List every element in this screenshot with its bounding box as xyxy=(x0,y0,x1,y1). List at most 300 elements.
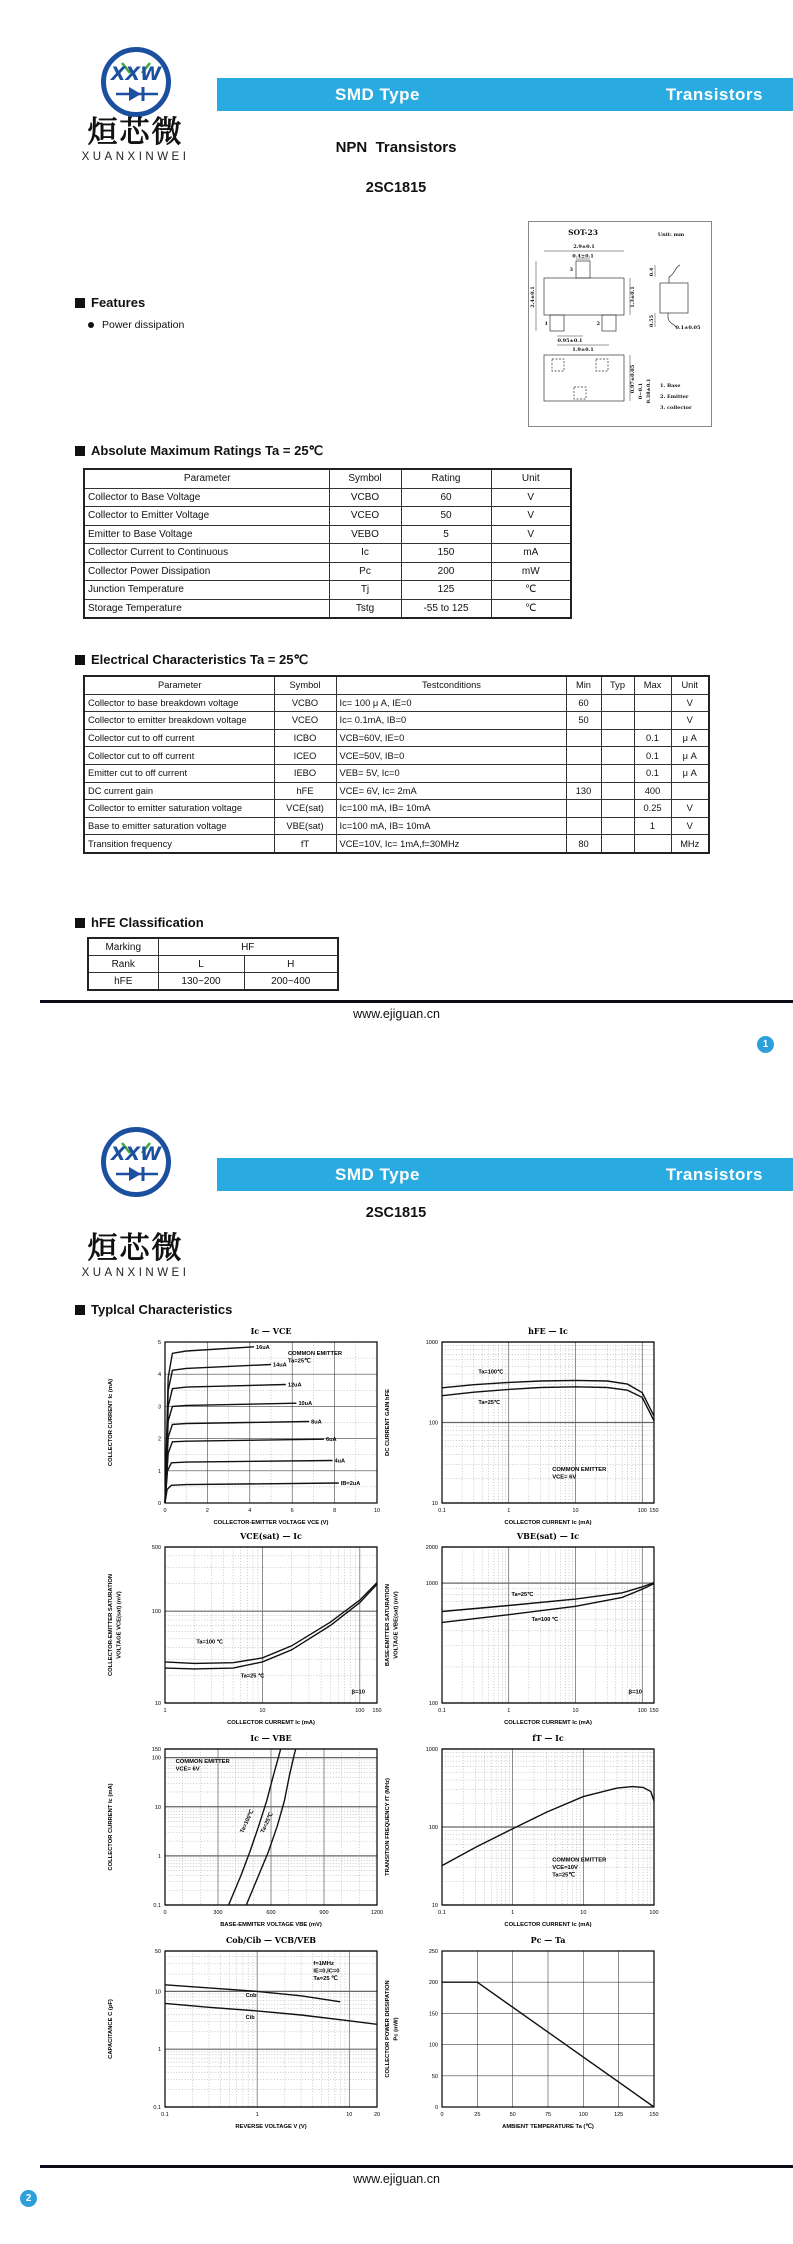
svg-text:8: 8 xyxy=(333,1508,337,1514)
table-cell: VEBO xyxy=(329,525,401,544)
svg-text:VBE(sat) — Ic: VBE(sat) — Ic xyxy=(516,1531,580,1541)
table-cell xyxy=(601,747,634,765)
footer-rule xyxy=(40,1000,793,1003)
svg-text:1: 1 xyxy=(544,321,548,327)
svg-text:1: 1 xyxy=(507,1508,511,1514)
svg-text:0.38±0.1: 0.38±0.1 xyxy=(646,378,652,404)
chart-canvas xyxy=(103,1529,403,1739)
table-cell xyxy=(566,764,601,782)
svg-text:3: 3 xyxy=(157,1404,161,1411)
chart-canvas xyxy=(103,1933,403,2143)
svg-text:1000: 1000 xyxy=(425,1581,438,1588)
table-cell: ICBO xyxy=(274,729,336,747)
table-cell: Collector Power Dissipation xyxy=(84,562,329,581)
section-square-icon xyxy=(75,1305,85,1315)
table-cell xyxy=(634,694,671,712)
svg-text:200: 200 xyxy=(428,1980,438,1987)
svg-text:150: 150 xyxy=(372,1708,382,1714)
table-row xyxy=(84,599,571,618)
svg-text:COLLECTOR-EMITTER SATURATION: COLLECTOR-EMITTER SATURATION xyxy=(108,1573,114,1677)
svg-text:4: 4 xyxy=(248,1508,252,1514)
page-subtitle: NPN Transistors xyxy=(335,139,457,156)
svg-text:COMMON EMITTER: COMMON EMITTER xyxy=(552,1857,607,1864)
svg-text:8uA: 8uA xyxy=(311,1419,322,1426)
table-cell: 50 xyxy=(566,712,601,730)
svg-text:BASE-EMITTER SATURATION: BASE-EMITTER SATURATION xyxy=(385,1583,391,1667)
table-cell: fT xyxy=(274,835,336,853)
svg-text:900: 900 xyxy=(319,1910,329,1916)
table-cell: ICEO xyxy=(274,747,336,765)
svg-text:50: 50 xyxy=(154,1949,161,1955)
table-cell: V xyxy=(491,488,571,507)
chart-transition-frequency xyxy=(380,1731,680,1946)
svg-text:BASE-EMMITER VOLTAGE VBE (: BASE-EMMITER VOLTAGE VBE (mV) xyxy=(220,1922,322,1928)
table-cell: VCBO xyxy=(274,694,336,712)
svg-text:0: 0 xyxy=(440,2112,444,2118)
chart-vbe-saturation xyxy=(380,1529,680,1744)
svg-text:2000: 2000 xyxy=(425,1545,438,1551)
table-cell: VBE(sat) xyxy=(274,817,336,835)
svg-text:6uA: 6uA xyxy=(326,1437,337,1444)
banner-right-label: Transistors xyxy=(665,84,763,104)
data-table xyxy=(87,937,339,991)
svg-text:100: 100 xyxy=(151,1609,161,1616)
table-cell: Collector to base breakdown voltage xyxy=(84,694,274,712)
table-cell: -55 to 125 xyxy=(401,599,491,618)
svg-text:Ta=100 ℃: Ta=100 ℃ xyxy=(531,1617,559,1624)
table-cell: Parameter xyxy=(84,469,329,488)
table-cell: MHz xyxy=(671,835,709,853)
svg-text:100: 100 xyxy=(649,1910,659,1916)
svg-text:0.1: 0.1 xyxy=(438,1910,446,1916)
table-cell: μ A xyxy=(671,764,709,782)
svg-text:Ta=100 ℃: Ta=100 ℃ xyxy=(196,1639,223,1646)
svg-text:β=10: β=10 xyxy=(351,1689,365,1696)
table-cell xyxy=(671,782,709,800)
table-cell: 80 xyxy=(566,835,601,853)
pin-legend-emitter: 2. Emitter xyxy=(660,394,689,400)
hfe-classification-table xyxy=(87,937,339,991)
table-cell: Ic xyxy=(329,544,401,563)
svg-text:100: 100 xyxy=(637,1708,647,1714)
table-cell: Base to emitter saturation voltage xyxy=(84,817,274,835)
table-cell: Collector Current to Continuous xyxy=(84,544,329,563)
table-cell: 130~200 xyxy=(158,973,244,991)
header-banner xyxy=(217,1158,793,1191)
svg-text:f=1MHz: f=1MHz xyxy=(313,1961,334,1968)
svg-text:XXW: XXW xyxy=(110,63,162,85)
svg-text:Ta=25℃: Ta=25℃ xyxy=(511,1592,534,1599)
svg-text:COMMON EMITTER: COMMON EMITTER xyxy=(175,1759,230,1766)
table-cell: mA xyxy=(491,544,571,563)
svg-text:1.9±0.1: 1.9±0.1 xyxy=(572,347,594,353)
table-row xyxy=(88,956,338,973)
svg-text:10uA: 10uA xyxy=(298,1401,313,1408)
svg-text:10: 10 xyxy=(259,1708,266,1714)
svg-text:1000: 1000 xyxy=(425,1340,438,1346)
table-cell xyxy=(601,764,634,782)
brand-en-name: XUANXINWEI xyxy=(81,1267,190,1279)
elec-char-section-title: Electrical Characteristics Ta = 25℃ xyxy=(75,652,308,668)
svg-text:25: 25 xyxy=(474,2112,481,2118)
svg-text:500: 500 xyxy=(151,1545,161,1551)
table-cell xyxy=(566,800,601,818)
table-cell: μ A xyxy=(671,729,709,747)
svg-text:0: 0 xyxy=(163,1910,167,1916)
table-cell: VCB=60V, IE=0 xyxy=(336,729,566,747)
svg-text:100: 100 xyxy=(355,1708,365,1714)
table-cell: 1 xyxy=(634,817,671,835)
table-row xyxy=(84,469,571,488)
table-cell: Tj xyxy=(329,581,401,600)
svg-text:150: 150 xyxy=(649,1508,659,1514)
table-cell: Storage Temperature xyxy=(84,599,329,618)
chart-canvas xyxy=(380,1933,680,2143)
svg-text:150: 150 xyxy=(649,2112,659,2118)
table-cell: hFE xyxy=(274,782,336,800)
feature-item: Power dissipation xyxy=(88,319,184,331)
svg-text:Ic — VCE: Ic — VCE xyxy=(250,1326,292,1336)
table-cell: Collector to Base Voltage xyxy=(84,488,329,507)
svg-text:0.95±0.1: 0.95±0.1 xyxy=(557,338,583,344)
table-cell xyxy=(601,729,634,747)
table-cell: ℃ xyxy=(491,599,571,618)
table-cell: Unit xyxy=(491,469,571,488)
footer-url: www.ejiguan.cn xyxy=(353,1007,440,1021)
svg-text:1: 1 xyxy=(255,2112,259,2118)
table-row xyxy=(84,782,709,800)
section-square-icon xyxy=(75,446,85,456)
svg-text:Cob/Cib — VCB/VEB: Cob/Cib — VCB/VEB xyxy=(225,1935,317,1945)
table-row xyxy=(84,676,709,694)
table-cell: V xyxy=(491,507,571,526)
svg-text:0.4±0.1: 0.4±0.1 xyxy=(572,253,594,260)
svg-text:1: 1 xyxy=(157,1468,161,1475)
svg-text:COMMON EMITTER: COMMON EMITTER xyxy=(552,1466,607,1473)
svg-text:0: 0 xyxy=(157,1501,161,1507)
table-cell xyxy=(601,835,634,853)
banner-right-label: Transistors xyxy=(665,1164,763,1184)
data-table xyxy=(83,675,710,854)
table-cell: 0.1 xyxy=(634,747,671,765)
section-square-icon xyxy=(75,655,85,665)
svg-text:XXW: XXW xyxy=(110,1143,162,1165)
svg-text:COMMON EMITTER: COMMON EMITTER xyxy=(287,1350,343,1357)
svg-text:10: 10 xyxy=(580,1910,587,1916)
svg-text:1: 1 xyxy=(157,1853,161,1860)
svg-text:250: 250 xyxy=(428,1949,438,1955)
svg-text:2: 2 xyxy=(205,1508,209,1514)
svg-text:VCE=10V: VCE=10V xyxy=(552,1864,578,1871)
svg-text:hFE — Ic: hFE — Ic xyxy=(528,1326,568,1336)
table-cell xyxy=(601,712,634,730)
table-cell xyxy=(634,712,671,730)
svg-text:50: 50 xyxy=(509,2112,516,2118)
svg-text:4uA: 4uA xyxy=(334,1458,346,1465)
table-cell: μ A xyxy=(671,747,709,765)
part-number: 2SC1815 xyxy=(365,180,427,196)
svg-text:fT — Ic: fT — Ic xyxy=(532,1733,564,1743)
table-row xyxy=(84,581,571,600)
chart-output-characteristics xyxy=(103,1324,403,1544)
table-row xyxy=(84,525,571,544)
svg-text:10: 10 xyxy=(154,1804,161,1811)
table-cell: Max xyxy=(634,676,671,694)
svg-text:20: 20 xyxy=(373,2112,381,2118)
svg-text:0.1: 0.1 xyxy=(153,1903,161,1909)
svg-text:10: 10 xyxy=(572,1508,579,1514)
page-number-badge: 1 xyxy=(757,1036,774,1053)
svg-text:100: 100 xyxy=(578,2112,588,2118)
svg-text:2: 2 xyxy=(596,321,600,327)
chart-power-derating xyxy=(380,1933,680,2148)
table-cell: Collector cut to off current xyxy=(84,747,274,765)
svg-text:Ic — VBE: Ic — VBE xyxy=(250,1733,292,1743)
svg-text:COLLECTOR CURRENT Ic (mA): COLLECTOR CURRENT Ic (mA) xyxy=(504,1520,592,1526)
table-cell: Collector to Emitter Voltage xyxy=(84,507,329,526)
svg-text:SOT-23: SOT-23 xyxy=(568,228,598,237)
svg-text:Cib: Cib xyxy=(245,2015,255,2022)
svg-text:1000: 1000 xyxy=(425,1747,438,1753)
chart-canvas xyxy=(380,1529,680,1739)
svg-text:150: 150 xyxy=(428,2011,438,2018)
table-cell: 0.1 xyxy=(634,764,671,782)
typical-characteristics-title: Typlcal Characteristics xyxy=(75,1302,232,1317)
table-cell: Pc xyxy=(329,562,401,581)
svg-text:10: 10 xyxy=(431,1903,438,1909)
table-cell: Min xyxy=(566,676,601,694)
table-row xyxy=(84,712,709,730)
svg-text:VCE(sat) — Ic: VCE(sat) — Ic xyxy=(240,1531,302,1541)
svg-text:100: 100 xyxy=(428,2042,438,2049)
svg-text:0.4: 0.4 xyxy=(649,267,655,277)
svg-text:COLLECTOR CURREMT Ic (mA): COLLECTOR CURREMT Ic (mA) xyxy=(504,1720,592,1726)
part-number: 2SC1815 xyxy=(365,1205,427,1221)
table-cell: V xyxy=(671,800,709,818)
table-cell: Collector to emitter breakdown voltage xyxy=(84,712,274,730)
svg-text:4: 4 xyxy=(157,1372,161,1379)
bullet-icon xyxy=(88,322,94,328)
table-row xyxy=(84,817,709,835)
footer-rule xyxy=(40,2165,793,2168)
svg-text:0: 0 xyxy=(163,1508,167,1514)
table-cell: 60 xyxy=(401,488,491,507)
table-cell xyxy=(566,817,601,835)
svg-text:β=10: β=10 xyxy=(628,1689,642,1696)
svg-text:Pc (mW): Pc (mW) xyxy=(393,2017,400,2041)
table-cell: 0.25 xyxy=(634,800,671,818)
banner-left-label: SMD Type xyxy=(335,1164,420,1184)
chart-canvas xyxy=(380,1324,680,1539)
table-cell: H xyxy=(244,956,338,973)
svg-text:Unit: mm: Unit: mm xyxy=(657,232,685,238)
table-row xyxy=(88,938,338,956)
svg-text:Ta=100℃: Ta=100℃ xyxy=(478,1369,504,1376)
svg-text:Ta=25℃: Ta=25℃ xyxy=(478,1399,501,1406)
svg-text:Ta=25℃: Ta=25℃ xyxy=(552,1872,575,1879)
chart-canvas xyxy=(380,1731,680,1941)
table-cell: Transition frequency xyxy=(84,835,274,853)
table-cell: Tstg xyxy=(329,599,401,618)
svg-text:10: 10 xyxy=(431,1501,438,1507)
table-cell: HF xyxy=(158,938,338,956)
table-cell: VCBO xyxy=(329,488,401,507)
page-number-badge: 2 xyxy=(20,2190,37,2207)
chart-capacitance xyxy=(103,1933,403,2148)
table-cell: DC current gain xyxy=(84,782,274,800)
package-outline-drawing xyxy=(528,221,712,427)
svg-text:0.1: 0.1 xyxy=(438,1508,446,1514)
table-cell xyxy=(634,835,671,853)
svg-text:5: 5 xyxy=(157,1340,161,1346)
svg-text:125: 125 xyxy=(614,2112,624,2118)
header-banner xyxy=(217,78,793,111)
svg-text:Pc — Ta: Pc — Ta xyxy=(530,1935,566,1945)
svg-text:Ta=25 ℃: Ta=25 ℃ xyxy=(313,1976,338,1983)
table-row xyxy=(84,694,709,712)
data-table xyxy=(83,468,572,619)
table-cell: Marking xyxy=(88,938,158,956)
svg-text:1: 1 xyxy=(163,1708,167,1714)
electrical-characteristics-table xyxy=(83,675,710,854)
table-cell: 150 xyxy=(401,544,491,563)
svg-text:VOLTAGE VCE(sat) (mV): VOLTAGE VCE(sat) (mV) xyxy=(116,1591,123,1659)
table-cell: VCE(sat) xyxy=(274,800,336,818)
svg-text:0.1: 0.1 xyxy=(438,1708,446,1714)
table-row xyxy=(84,488,571,507)
abs-max-ratings-table xyxy=(83,468,572,619)
svg-text:2.9±0.1: 2.9±0.1 xyxy=(573,244,595,250)
svg-text:AMBIENT TEMPERATURE Ta (℃): AMBIENT TEMPERATURE Ta (℃) xyxy=(502,2124,594,2130)
svg-text:3: 3 xyxy=(569,267,573,273)
svg-text:10: 10 xyxy=(154,1701,161,1707)
svg-text:DC CURRENT GAIN hFE: DC CURRENT GAIN hFE xyxy=(385,1389,391,1456)
table-cell: 60 xyxy=(566,694,601,712)
svg-text:CAPACITANCE C (pF): CAPACITANCE C (pF) xyxy=(108,1999,114,2059)
table-row xyxy=(88,973,338,991)
svg-text:0: 0 xyxy=(434,2105,438,2111)
table-cell xyxy=(566,747,601,765)
svg-text:IE=0,IC=0: IE=0,IC=0 xyxy=(313,1968,340,1975)
brand-cn-name: 烜芯微 xyxy=(87,1232,184,1265)
table-cell: L xyxy=(158,956,244,973)
table-cell: V xyxy=(671,694,709,712)
table-cell: VCEO xyxy=(274,712,336,730)
table-cell: Parameter xyxy=(84,676,274,694)
svg-text:300: 300 xyxy=(213,1910,223,1916)
table-cell: IEBO xyxy=(274,764,336,782)
chart-dc-current-gain xyxy=(380,1324,680,1544)
svg-text:12uA: 12uA xyxy=(287,1382,302,1389)
table-row xyxy=(84,835,709,853)
svg-text:VOLTAGE VBE(sat) (mV): VOLTAGE VBE(sat) (mV) xyxy=(393,1591,400,1659)
svg-text:50: 50 xyxy=(431,2073,438,2080)
table-row xyxy=(84,562,571,581)
svg-text:1: 1 xyxy=(511,1910,515,1916)
table-cell: 5 xyxy=(401,525,491,544)
table-cell: Ic=100 mA, IB= 10mA xyxy=(336,800,566,818)
svg-text:VCE= 6V: VCE= 6V xyxy=(175,1766,200,1773)
svg-text:COLLECTOR CURREMT Ic (mA): COLLECTOR CURREMT Ic (mA) xyxy=(227,1720,315,1726)
table-cell: Collector to emitter saturation voltage xyxy=(84,800,274,818)
svg-text:COLLECTOR CURRENT Ic (mA): COLLECTOR CURRENT Ic (mA) xyxy=(504,1922,592,1928)
table-cell xyxy=(601,817,634,835)
table-cell: 50 xyxy=(401,507,491,526)
table-cell: mW xyxy=(491,562,571,581)
svg-text:0.1: 0.1 xyxy=(161,2112,169,2118)
table-cell: 200~400 xyxy=(244,973,338,991)
svg-text:0.1: 0.1 xyxy=(153,2105,161,2111)
table-cell: Symbol xyxy=(329,469,401,488)
table-row xyxy=(84,729,709,747)
svg-text:100: 100 xyxy=(428,1701,438,1707)
table-cell: ℃ xyxy=(491,581,571,600)
table-row xyxy=(84,800,709,818)
svg-text:COLLECTOR CURRENT Ic (mA): COLLECTOR CURRENT Ic (mA) xyxy=(108,1783,114,1871)
svg-text:TRANSITION FREQUENCY fT (M: TRANSITION FREQUENCY fT (MHz) xyxy=(385,1778,391,1876)
table-cell xyxy=(601,782,634,800)
table-row xyxy=(84,507,571,526)
svg-text:0.97±0.05: 0.97±0.05 xyxy=(630,364,636,394)
svg-text:COLLECTOR POWER DISSIPATION: COLLECTOR POWER DISSIPATION xyxy=(385,1980,391,2078)
table-cell: hFE xyxy=(88,973,158,991)
features-section-title: Features xyxy=(75,295,145,310)
svg-text:COLLECTOR-EMITTER VOLTAGE VC: COLLECTOR-EMITTER VOLTAGE VCE (V) xyxy=(213,1520,329,1526)
table-cell: 400 xyxy=(634,782,671,800)
table-cell: VEB= 5V, Ic=0 xyxy=(336,764,566,782)
svg-text:Ta=100℃: Ta=100℃ xyxy=(239,1808,256,1835)
chart-vce-saturation xyxy=(103,1529,403,1744)
banner-left-label: SMD Type xyxy=(335,84,420,104)
table-cell: Rating xyxy=(401,469,491,488)
svg-text:VCE= 6V: VCE= 6V xyxy=(552,1474,577,1481)
table-cell: 0.1 xyxy=(634,729,671,747)
table-cell: Testconditions xyxy=(336,676,566,694)
svg-text:150: 150 xyxy=(151,1747,161,1753)
svg-text:1: 1 xyxy=(507,1708,511,1714)
table-cell: Typ xyxy=(601,676,634,694)
svg-text:IB=2uA: IB=2uA xyxy=(340,1481,361,1488)
table-cell: Ic= 100 μ A, IE=0 xyxy=(336,694,566,712)
svg-text:Ta=25 ℃: Ta=25 ℃ xyxy=(240,1673,265,1680)
svg-text:COLLECTOR CURRENT Ic (mA): COLLECTOR CURRENT Ic (mA) xyxy=(108,1378,114,1467)
table-cell: Emitter to Base Voltage xyxy=(84,525,329,544)
table-cell: Symbol xyxy=(274,676,336,694)
table-cell: VCE= 6V, Ic= 2mA xyxy=(336,782,566,800)
table-cell: VCE=10V, Ic= 1mA,f=30MHz xyxy=(336,835,566,853)
table-cell: Emitter cut to off current xyxy=(84,764,274,782)
svg-text:2: 2 xyxy=(157,1436,161,1443)
table-cell xyxy=(566,729,601,747)
table-cell: V xyxy=(671,817,709,835)
svg-text:10: 10 xyxy=(346,2112,353,2118)
table-cell: 200 xyxy=(401,562,491,581)
svg-text:16uA: 16uA xyxy=(256,1344,270,1351)
table-cell: V xyxy=(491,525,571,544)
svg-text:10: 10 xyxy=(572,1708,579,1714)
svg-text:150: 150 xyxy=(649,1708,659,1714)
chart-transfer-characteristics xyxy=(103,1731,403,1946)
svg-text:14uA: 14uA xyxy=(273,1362,287,1369)
brand-logo-icon xyxy=(100,46,172,118)
table-cell xyxy=(601,694,634,712)
table-cell: VCEO xyxy=(329,507,401,526)
abs-max-section-title: Absolute Maximum Ratings Ta = 25℃ xyxy=(75,443,323,459)
svg-text:0.55: 0.55 xyxy=(649,314,655,328)
table-cell: Ic=100 mA, IB= 10mA xyxy=(336,817,566,835)
chart-canvas xyxy=(103,1731,403,1941)
svg-text:100: 100 xyxy=(637,1508,647,1514)
